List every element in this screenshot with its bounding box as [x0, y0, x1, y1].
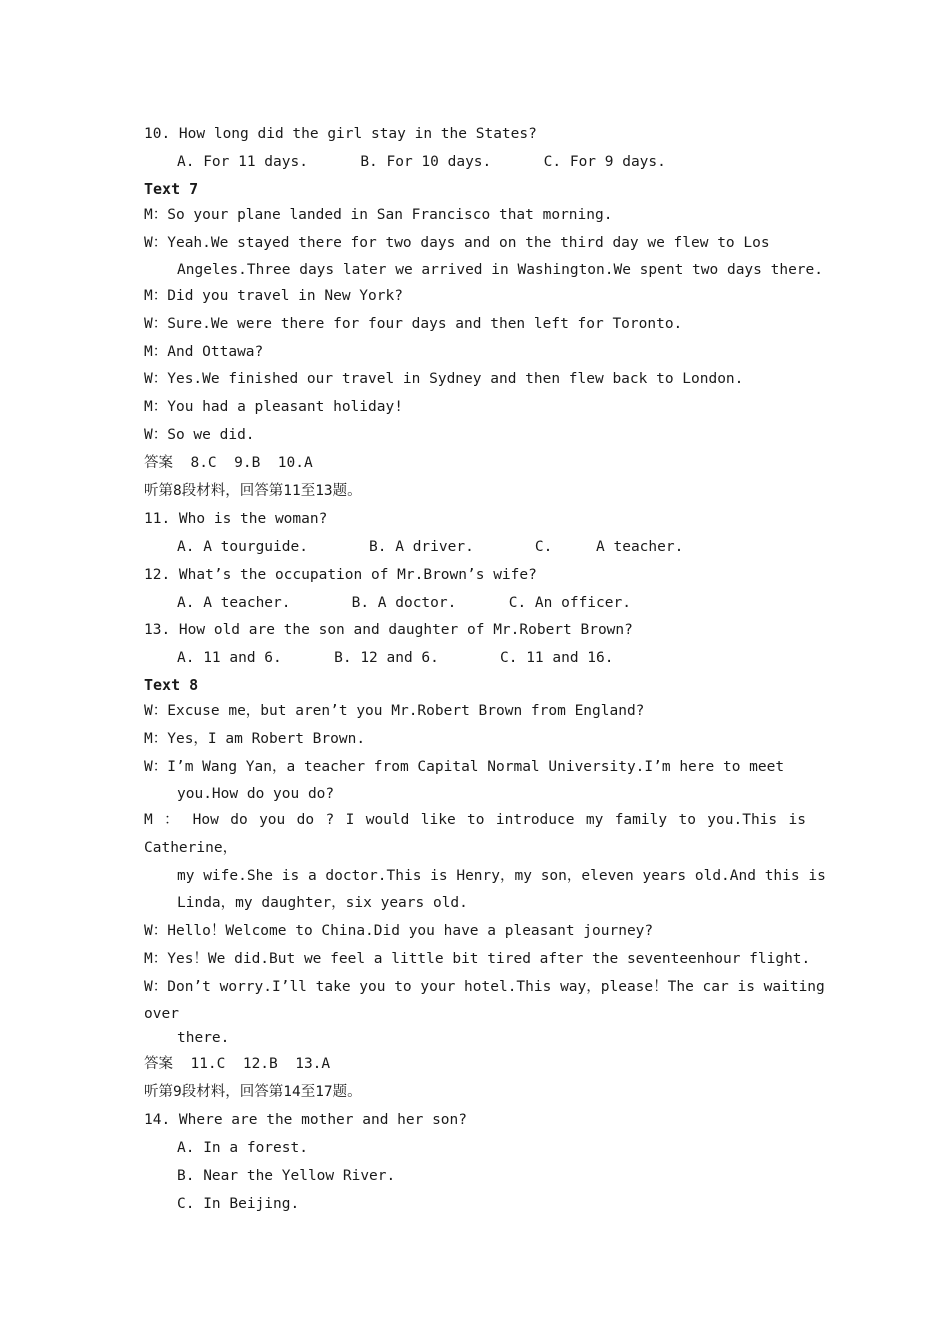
question-10: 10. How long did the girl stay in the States? — [144, 126, 537, 142]
dialogue-line-continued: Catherine， — [144, 840, 238, 856]
answer-key: 答案 8.C 9.B 10.A — [144, 455, 313, 471]
dialogue-line: M：Did you travel in New York? — [144, 288, 403, 304]
question-13-options: A. 11 and 6. B. 12 and 6. C. 11 and 16. — [177, 650, 614, 666]
question-10-options: A. For 11 days. B. For 10 days. C. For 9 days. — [177, 154, 666, 170]
section-instruction: 听第8段材料，回答第11至13题。 — [144, 483, 362, 499]
question-14-option-a: A. In a forest. — [177, 1140, 308, 1156]
dialogue-line: W：Hello！Welcome to China.Did you have a pleasant journey? — [144, 923, 654, 939]
dialogue-line-justified: M ： How do you do ? I would like to introduce my family to you.This is — [144, 812, 806, 828]
dialogue-line: W：So we did. — [144, 427, 255, 443]
dialogue-line: W：Excuse me，but aren’t you Mr.Robert Brown from England? — [144, 703, 645, 719]
dialogue-line-continued: my wife.She is a doctor.This is Henry，my son，eleven years old.And this is — [177, 868, 826, 884]
section-instruction: 听第9段材料，回答第14至17题。 — [144, 1084, 362, 1100]
dialogue-line-continued: you.How do you do? — [177, 786, 335, 802]
dialogue-line-continued: over — [144, 1006, 179, 1022]
dialogue-line: W：I’m Wang Yan，a teacher from Capital Normal University.I’m here to meet — [144, 759, 785, 775]
dialogue-line-continued: there. — [177, 1030, 230, 1046]
question-13: 13. How old are the son and daughter of Mr.Robert Brown? — [144, 622, 633, 638]
question-11: 11. Who is the woman? — [144, 511, 328, 527]
text-8-heading: Text 8 — [144, 676, 199, 694]
dialogue-line-continued: Linda，my daughter，six years old. — [177, 895, 468, 911]
answer-key: 答案 11.C 12.B 13.A — [144, 1056, 331, 1072]
dialogue-line: M：So your plane landed in San Francisco that morning. — [144, 207, 613, 223]
question-11-options: A. A tourguide. B. A driver. C. A teacher. — [177, 539, 684, 555]
question-14: 14. Where are the mother and her son? — [144, 1112, 468, 1128]
dialogue-line: W：Sure.We were there for four days and then left for Toronto. — [144, 316, 683, 332]
question-14-option-c: C. In Beijing. — [177, 1196, 300, 1212]
dialogue-line: M：You had a pleasant holiday! — [144, 399, 403, 415]
dialogue-line: M：Yes！We did.But we feel a little bit tired after the seventeenhour flight. — [144, 951, 811, 967]
question-14-option-b: B. Near the Yellow River. — [177, 1168, 396, 1184]
dialogue-line: W：Yeah.We stayed there for two days and on the third day we flew to Los — [144, 235, 770, 251]
question-12: 12. What’s the occupation of Mr.Brown’s wife? — [144, 567, 537, 583]
text-7-heading: Text 7 — [144, 180, 199, 198]
question-12-options: A. A teacher. B. A doctor. C. An officer. — [177, 595, 631, 611]
dialogue-line: W：Yes.We finished our travel in Sydney and then flew back to London. — [144, 371, 744, 387]
dialogue-line-continued: Angeles.Three days later we arrived in Washington.We spent two days there. — [177, 262, 824, 278]
dialogue-line: M：Yes，I am Robert Brown. — [144, 731, 366, 747]
dialogue-line: M：And Ottawa? — [144, 344, 264, 360]
dialogue-line: W：Don’t worry.I’ll take you to your hotel.This way，please！The car is waiting — [144, 979, 825, 995]
